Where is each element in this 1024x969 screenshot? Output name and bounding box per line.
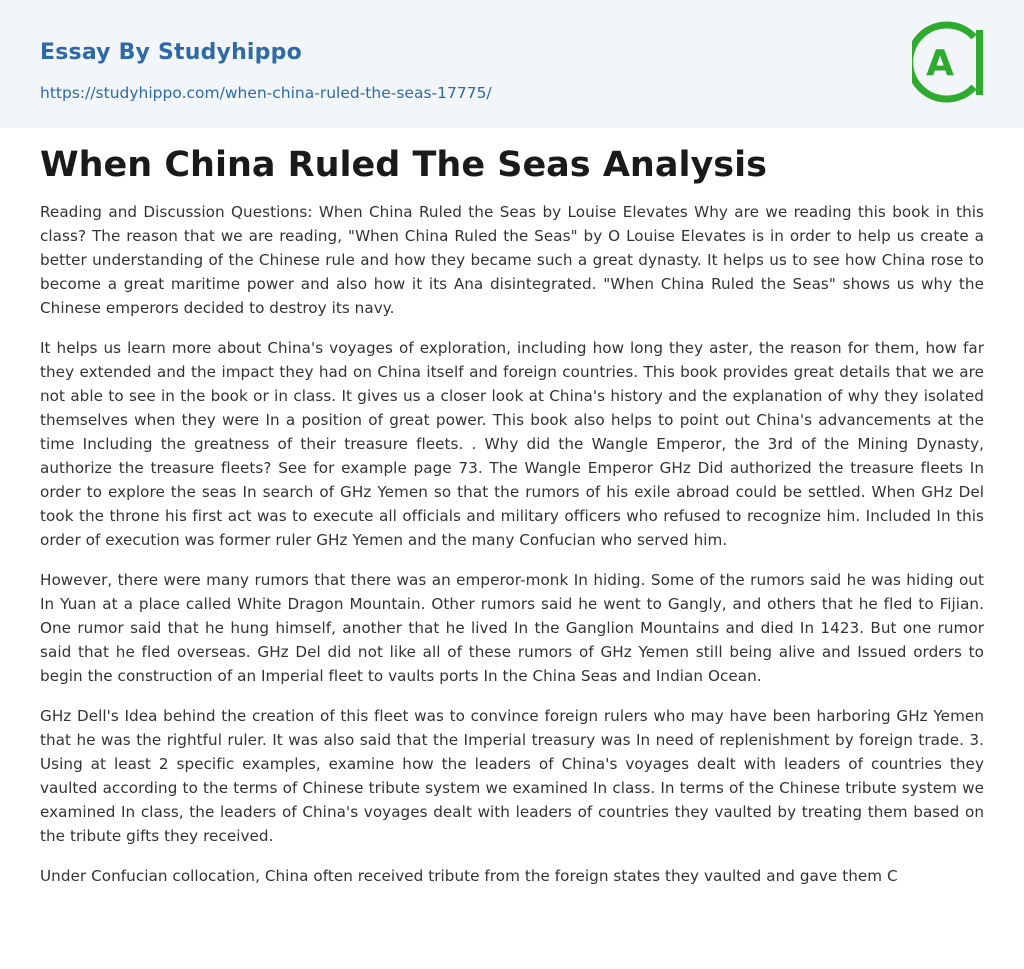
page-title: When China Ruled The Seas Analysis bbox=[40, 145, 767, 185]
essay-paragraph: However, there were many rumors that there was an emperor-monk In hiding. Some of the rumors said he was hiding out In Yuan at a place called White Dragon Mountain. Other rumors said he went to Gangly, and others that he fled to Fijian. One rumor said that he hung himself, another that he lived In the Ganglion Mountains and died In 1423. But one rumor said that he fled overseas. GHz Del did not like all of these rumors of GHz Yemen still being alive and Issued orders to begin the construction of an Imperial fleet to vaults ports In the China Seas and Indian Ocean. bbox=[40, 571, 984, 685]
logo-icon bbox=[912, 19, 988, 105]
essay-paragraph: Reading and Discussion Questions: When China Ruled the Seas by Louise Elevates Why are we reading this book in this class? The reason that we are reading, "When China Ruled the Seas" by O Louise Elevates is in order to help us create a better understanding of the Chinese rule and how they became such a great dynasty. It helps us to see how China rose to become a great maritime power and also how it its Ana disintegrated. "When China Ruled the Seas" shows us why the Chinese emperors decided to destroy its navy. bbox=[40, 203, 984, 317]
site-brand[interactable]: Essay By Studyhippo bbox=[40, 40, 302, 65]
essay-paragraph: Under Confucian collocation, China often received tribute from the foreign states they vaulted and gave them C bbox=[40, 867, 898, 885]
essay-paragraph: GHz Dell's Idea behind the creation of this fleet was to convince foreign rulers who may have been harboring GHz Yemen that he was the rightful ruler. It was also said that the Imperial treasury was In need of replenishment by foreign trade. 3. Using at least 2 specific examples, examine how the leaders of China's voyages dealt with leaders of countries they vaulted according to the terms of Chinese tribute system we examined In class. In terms of the Chinese tribute system we examined In class, the leaders of China's voyages dealt with leaders of countries they vaulted by treating them based on the tribute gifts they received. bbox=[40, 707, 984, 845]
essay-body bbox=[40, 200, 984, 904]
essay-url-link[interactable]: https://studyhippo.com/when-china-ruled-the-seas-17775/ bbox=[40, 84, 492, 102]
logo-letter: A bbox=[926, 43, 954, 84]
site-header bbox=[0, 0, 1024, 128]
studyhippo-logo[interactable] bbox=[912, 19, 988, 105]
essay-paragraph: It helps us learn more about China's voyages of exploration, including how long they aster, the reason for them, how far they extended and the impact they had on China itself and foreign countries. This book provides great details that we are not able to see in the book or in class. It gives us a closer look at China's history and the explanation of why they isolated themselves when they were In a position of great power. This book also helps to point out China's advancements at the time Including the greatness of their treasure fleets. . Why did the Wangle Emperor, the 3rd of the Mining Dynasty, authorize the treasure fleets? See for example page 73. The Wangle Emperor GHz Did authorized the treasure fleets In order to explore the seas In search of GHz Yemen so that the rumors of his exile abroad could be settled. When GHz Del took the throne his first act was to execute all officials and military officers who refused to recognize him. Included In this order of execution was former ruler GHz Yemen and the many Confucian who served him. bbox=[40, 339, 984, 549]
